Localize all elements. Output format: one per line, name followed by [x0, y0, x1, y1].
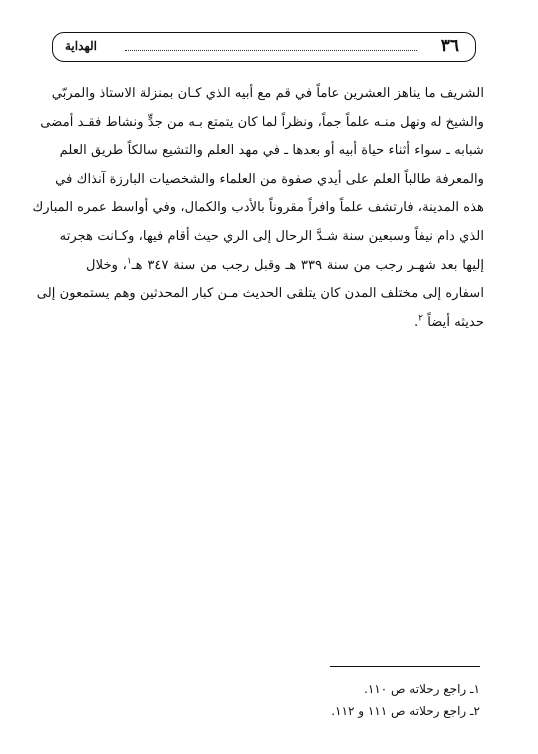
footnote-1: ١ـ راجع رحلاته ص ١١٠.: [364, 682, 480, 696]
body-line: والمعرفة طالباً العلم على أيدي صفوة من العلماء والشخصيات البارزة آنذاك في: [55, 171, 484, 187]
body-line-text: حديثه أيضاً: [427, 314, 484, 330]
running-title: الهداية: [65, 39, 97, 53]
body-text: [32, 80, 485, 337]
page-header: [52, 32, 476, 62]
body-line-tail: ، وخلال: [86, 257, 127, 273]
footnote-separator: [330, 666, 480, 667]
body-line-last: [86, 309, 484, 338]
footnote-2: ٢ـ راجع رحلاته ص ١١١ و ١١٢.: [331, 704, 480, 718]
body-line-end: .: [413, 314, 419, 330]
body-line: الشريف ما يناهز العشرين عاماً في قم مع أبيه الذي كـان بمنزلة الاستاذ والمربّي: [51, 86, 484, 101]
footnotes: [180, 678, 480, 722]
body-line: الذي دام نيفاً وسبعين سنة شـدَّ الرحال إلى الري حيث أقام فيها، وكـانت هجرته: [59, 228, 484, 244]
body-line: هذه المدينة، فارتشف علماً وافراً مقروناً بالأدب والكمال، وفي أواسط عمره المبارك: [32, 200, 484, 216]
footnote-ref-2: ٢: [418, 313, 424, 324]
body-line-text: إليها بعد شهـر رجب من سنة ٣٣٩ هـ وقبل رجب من سنة ٣٤٧ هـ: [131, 257, 485, 273]
body-line: شبابه ـ سواء أثناء حياة أبيه أو بعدها ـ في مهد العلم والتشيع سالكاً طريق العلم: [59, 143, 484, 159]
footnote-ref-1: ١: [126, 256, 132, 267]
page-number: ٣٦: [440, 36, 459, 56]
body-line-with-footnote: [86, 252, 484, 281]
header-dotted-leader: [125, 50, 417, 51]
body-line: اسفاره إلى مختلف المدن كان يتلقى الحديث مـن كبار المحدثين وهم يستمعون إلى: [36, 286, 484, 302]
body-line: والشيخ له ونهل منـه علماً جماً، ونظراً لما كان يتمتع بـه من جدٍّ ونشاط فقـد أمضى: [40, 114, 484, 130]
